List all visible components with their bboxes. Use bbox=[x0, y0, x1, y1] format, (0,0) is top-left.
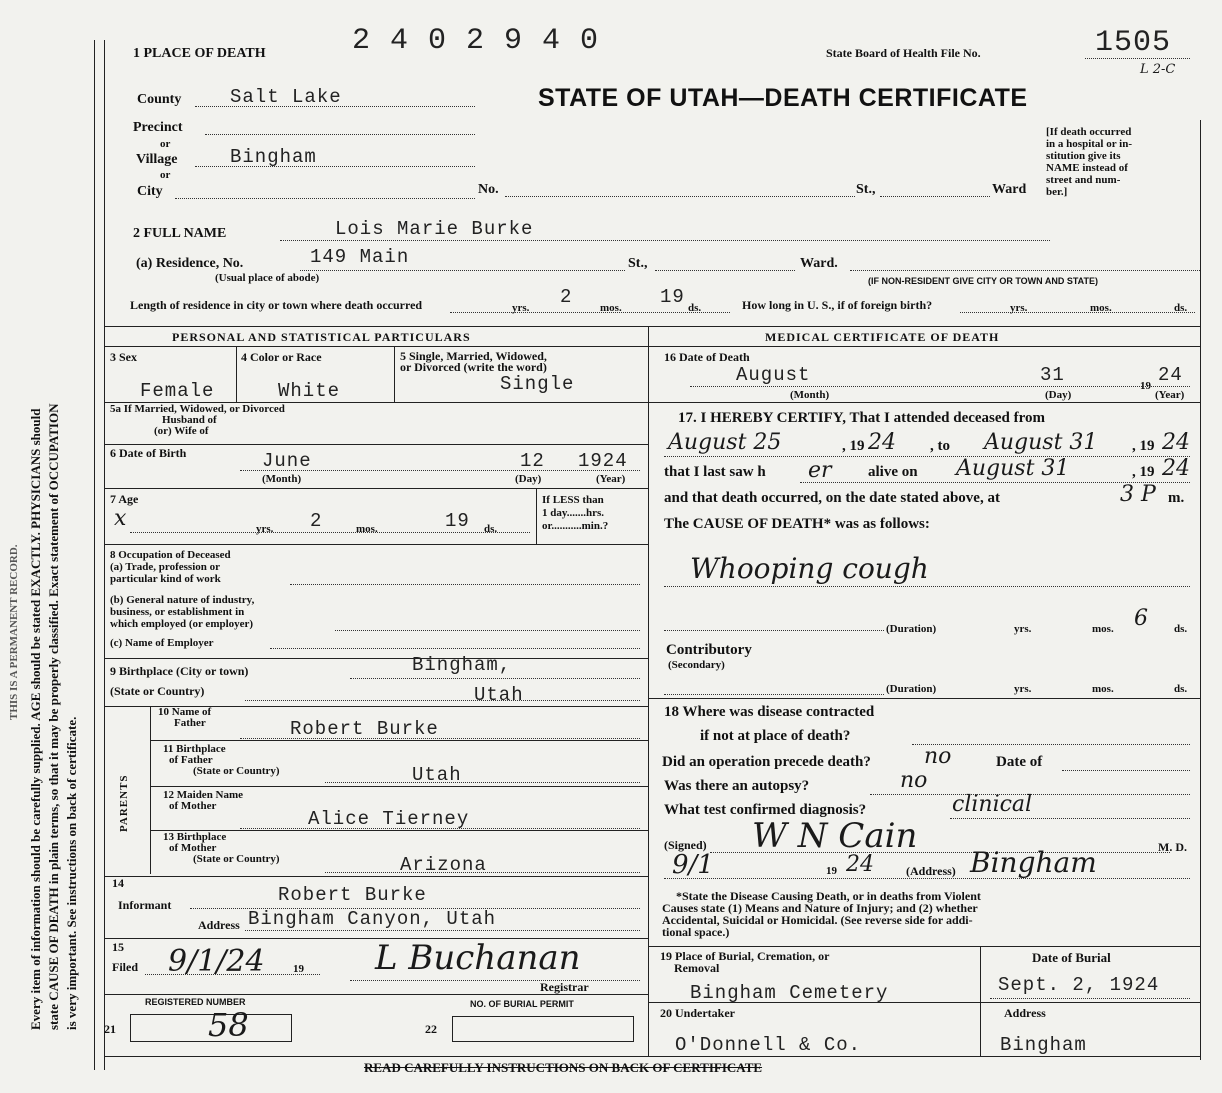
file-no-label: State Board of Health File No. bbox=[826, 46, 981, 60]
certificate-title: STATE OF UTAH—DEATH CERTIFICATE bbox=[538, 84, 1028, 112]
race-value: White bbox=[278, 380, 341, 402]
left-border bbox=[94, 40, 95, 1070]
death-time: 3 P bbox=[1120, 482, 1156, 507]
undertaker-address: Bingham bbox=[1000, 1034, 1087, 1056]
age-months: 2 bbox=[310, 510, 323, 532]
signed-address: Bingham bbox=[970, 846, 1097, 879]
village-label: Village bbox=[136, 152, 178, 167]
city-label: City bbox=[137, 184, 163, 199]
attended-to: August 31 bbox=[984, 430, 1098, 455]
dob-month: June bbox=[262, 450, 312, 472]
dob-year: 1924 bbox=[578, 450, 628, 472]
street-no-label: No. bbox=[478, 182, 499, 197]
death-month: August bbox=[736, 364, 811, 386]
left-border-inner bbox=[104, 40, 105, 1070]
death-day: 31 bbox=[1040, 364, 1065, 386]
signed-date: 9/1 bbox=[672, 850, 714, 880]
violent-causes-note: *State the Disease Causing Death, or in deaths from Violent Causes state (1) Means and Nature of Injury; and (2) whether Accidental, Suicidal or Homicidal. (See reverse side for addi- tional space.) bbox=[662, 889, 981, 939]
length-days: 19 bbox=[660, 286, 685, 308]
parents-label: PARENTS bbox=[118, 774, 130, 832]
physician-signature: W N Cain bbox=[752, 816, 918, 856]
autopsy-value: no bbox=[900, 768, 928, 793]
ward-label: Ward bbox=[992, 182, 1027, 197]
county-label: County bbox=[137, 92, 182, 107]
age-days: 19 bbox=[445, 510, 470, 532]
medical-header: MEDICAL CERTIFICATE OF DEATH bbox=[765, 330, 1000, 344]
permanent-record-note: THIS IS A PERMANENT RECORD. bbox=[8, 544, 20, 720]
operation-value: no bbox=[924, 744, 952, 769]
place-of-death-label: 1 PLACE OF DEATH bbox=[133, 46, 266, 61]
informant-label: Informant bbox=[118, 898, 172, 912]
margin-instruction-2: state CAUSE OF DEATH in plain terms, so that it may be properly classified. Exact statement of OCCUPATION bbox=[46, 403, 61, 1030]
footer-instructions: READ CAREFULLY INSTRUCTIONS ON BACK OF CERTIFICATE bbox=[364, 1060, 763, 1075]
birthplace-city: Bingham, bbox=[412, 654, 512, 676]
informant-value: Robert Burke bbox=[278, 884, 427, 906]
cause-of-death: Whooping cough bbox=[690, 552, 929, 585]
county-value: Salt Lake bbox=[230, 86, 342, 108]
full-name-label: 2 FULL NAME bbox=[133, 226, 227, 241]
father-birthplace: Utah bbox=[412, 764, 462, 786]
father-name: Robert Burke bbox=[290, 718, 439, 740]
personal-header: PERSONAL AND STATISTICAL PARTICULARS bbox=[172, 330, 471, 344]
hospital-note: [If death occurred in a hospital or in- stitution give its NAME instead of street and num- ber.] bbox=[1046, 126, 1132, 198]
mother-name: Alice Tierney bbox=[308, 808, 470, 830]
test-value: clinical bbox=[952, 792, 1033, 817]
sex-value: Female bbox=[140, 380, 215, 402]
informant-address: Bingham Canyon, Utah bbox=[248, 908, 497, 930]
attended-from: August 25 bbox=[668, 430, 782, 455]
village-value: Bingham bbox=[230, 146, 317, 168]
residence-label: (a) Residence, No. bbox=[136, 256, 244, 271]
mother-birthplace: Arizona bbox=[400, 854, 487, 876]
last-saw-date: August 31 bbox=[956, 456, 1070, 481]
registrar-signature: L Buchanan bbox=[375, 938, 581, 978]
burial-place: Bingham Cemetery bbox=[690, 982, 889, 1004]
right-border bbox=[1200, 120, 1201, 1060]
undertaker: O'Donnell & Co. bbox=[675, 1034, 862, 1056]
filed-date: 9/1/24 bbox=[168, 944, 265, 979]
length-residence-label: Length of residence in city or town where death occurred bbox=[130, 298, 423, 312]
death-year: 24 bbox=[1158, 364, 1183, 386]
length-months: 2 bbox=[560, 286, 573, 308]
precinct-label: Precinct bbox=[133, 120, 183, 135]
registered-number: 58 bbox=[208, 1006, 249, 1044]
duration-months: 6 bbox=[1134, 606, 1148, 631]
birthplace-state: Utah bbox=[474, 684, 524, 706]
marital-value: Single bbox=[500, 373, 575, 395]
file-number: 1505 bbox=[1095, 26, 1172, 60]
residence-value: 149 Main bbox=[310, 246, 410, 268]
burial-date: Sept. 2, 1924 bbox=[998, 974, 1160, 996]
cause-label: The CAUSE OF DEATH* was as follows: bbox=[664, 516, 930, 532]
certify-statement: 17. I HEREBY CERTIFY, That I attended deceased from bbox=[678, 410, 1046, 426]
filed-label: Filed bbox=[112, 960, 138, 974]
burial-permit-box bbox=[452, 1016, 634, 1042]
full-name-value: Lois Marie Burke bbox=[335, 218, 534, 240]
dob-day: 12 bbox=[520, 450, 545, 472]
certificate-number: 2 4 0 2 9 4 0 bbox=[352, 24, 600, 58]
margin-instruction-3: is very important. See instructions on back of certificate. bbox=[64, 716, 79, 1030]
margin-instruction-1: Every item of information should be carefully supplied. AGE should be stated EXACTLY. PHYSICIANS should bbox=[28, 408, 43, 1030]
file-note: L 2-C bbox=[1140, 62, 1176, 77]
